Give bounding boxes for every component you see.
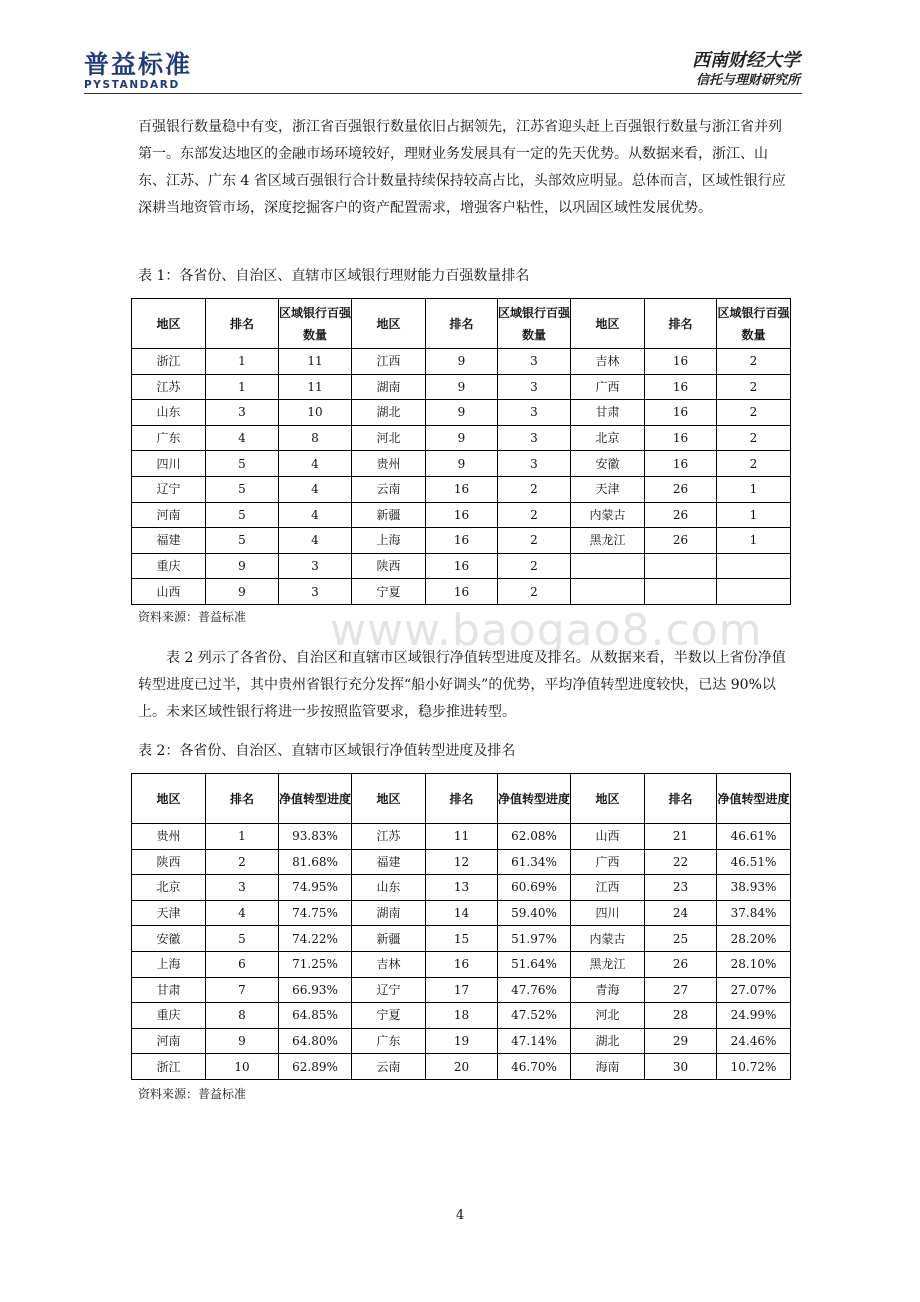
table-cell: 5 [206, 502, 279, 528]
table-cell: 46.51% [717, 849, 791, 875]
table-cell: 11 [426, 824, 498, 850]
table-header-cell: 地区 [132, 774, 206, 824]
table-header-cell: 地区 [352, 774, 426, 824]
table-header-cell: 地区 [132, 299, 206, 349]
table-cell: 62.89% [279, 1054, 352, 1080]
table-cell: 河南 [132, 502, 206, 528]
table-cell: 51.64% [498, 951, 571, 977]
table-cell: 4 [206, 425, 279, 451]
table-cell: 26 [645, 528, 717, 554]
table-cell: 47.76% [498, 977, 571, 1003]
table-cell: 6 [206, 951, 279, 977]
table-row [132, 875, 791, 901]
table-cell: 福建 [132, 528, 206, 554]
table-cell: 天津 [132, 900, 206, 926]
table-row [132, 824, 791, 850]
table-cell: 4 [279, 528, 352, 554]
table-cell: 66.93% [279, 977, 352, 1003]
table-cell: 16 [426, 579, 498, 605]
table-cell: 江西 [571, 875, 645, 901]
table-cell: 广东 [352, 1028, 426, 1054]
table-cell: 3 [279, 553, 352, 579]
table-cell: 2 [717, 451, 791, 477]
table-cell: 13 [426, 875, 498, 901]
table-row [132, 553, 791, 579]
table-cell: 3 [206, 875, 279, 901]
table-cell: 46.61% [717, 824, 791, 850]
table-cell: 8 [206, 1003, 279, 1029]
table-header-cell: 排名 [645, 774, 717, 824]
table-cell: 62.08% [498, 824, 571, 850]
table-cell: 59.40% [498, 900, 571, 926]
table-cell: 4 [279, 502, 352, 528]
table-cell: 26 [645, 502, 717, 528]
table-cell: 北京 [571, 425, 645, 451]
table-cell: 贵州 [352, 451, 426, 477]
table2-header-row [132, 774, 791, 824]
table-cell: 12 [426, 849, 498, 875]
table-cell: 山东 [132, 400, 206, 426]
table-cell: 16 [426, 553, 498, 579]
table-cell: 内蒙古 [571, 926, 645, 952]
table-cell: 61.34% [498, 849, 571, 875]
table-cell: 16 [426, 476, 498, 502]
table-cell: 24.46% [717, 1028, 791, 1054]
paragraph-1: 百强银行数量稳中有变，浙江省百强银行数量依旧占据领先，江苏省迎头赶上百强银行数量与浙江省并列第一。东部发达地区的金融市场环境较好，理财业务发展具有一定的先天优势。从数据来看，浙江、山东、江苏、广东 4 省区域百强银行合计数量持续保持较高占比，头部效应明显。总体而言，区域性银行应深耕当地资管市场，深度挖掘客户的资产配置需求，增强客户粘性，以巩固区域性发展优势。 [138, 119, 786, 216]
table-cell: 黑龙江 [571, 528, 645, 554]
table-cell [571, 553, 645, 579]
table-cell: 2 [498, 579, 571, 605]
table-cell: 47.52% [498, 1003, 571, 1029]
table-cell: 10 [279, 400, 352, 426]
table-row [132, 1054, 791, 1080]
table-cell: 1 [717, 502, 791, 528]
table-cell: 2 [206, 849, 279, 875]
table-header-cell: 排名 [426, 774, 498, 824]
table-cell: 贵州 [132, 824, 206, 850]
table-cell: 内蒙古 [571, 502, 645, 528]
table-cell: 吉林 [571, 349, 645, 375]
table-cell: 46.70% [498, 1054, 571, 1080]
table-header-cell: 地区 [571, 299, 645, 349]
table-cell: 河北 [571, 1003, 645, 1029]
table-cell: 1 [206, 824, 279, 850]
table-cell: 广西 [571, 374, 645, 400]
table-cell: 3 [206, 400, 279, 426]
table-cell: 海南 [571, 1054, 645, 1080]
table-cell: 9 [206, 579, 279, 605]
table-row [132, 926, 791, 952]
table-cell: 26 [645, 951, 717, 977]
table-cell: 47.14% [498, 1028, 571, 1054]
table-cell: 60.69% [498, 875, 571, 901]
table-cell: 广西 [571, 849, 645, 875]
table-cell: 新疆 [352, 502, 426, 528]
table-cell: 2 [717, 400, 791, 426]
table-cell: 4 [206, 900, 279, 926]
table-cell: 74.22% [279, 926, 352, 952]
table-cell: 14 [426, 900, 498, 926]
table-cell: 福建 [352, 849, 426, 875]
table-cell: 新疆 [352, 926, 426, 952]
table-cell: 25 [645, 926, 717, 952]
table-cell: 甘肃 [571, 400, 645, 426]
table-row [132, 579, 791, 605]
table-cell: 浙江 [132, 1054, 206, 1080]
table-cell: 30 [645, 1054, 717, 1080]
table-row [132, 951, 791, 977]
table-cell: 3 [498, 400, 571, 426]
table-cell: 辽宁 [352, 977, 426, 1003]
table-cell: 15 [426, 926, 498, 952]
watermark: www.baogao8.com [330, 605, 763, 656]
table-cell: 24.99% [717, 1003, 791, 1029]
table-cell: 四川 [571, 900, 645, 926]
page-number: 4 [455, 1208, 465, 1223]
table-cell: 5 [206, 528, 279, 554]
table-cell: 29 [645, 1028, 717, 1054]
table-cell: 2 [717, 374, 791, 400]
table-cell: 16 [645, 400, 717, 426]
table-cell: 9 [426, 349, 498, 375]
logo-left-cn: 普益标准 [84, 50, 193, 79]
table-cell: 74.75% [279, 900, 352, 926]
table-cell: 3 [279, 579, 352, 605]
table-cell: 山西 [571, 824, 645, 850]
table-row [132, 374, 791, 400]
logo-right-line2: 信托与理财研究所 [695, 73, 800, 88]
table-cell: 5 [206, 451, 279, 477]
table-header-cell: 排名 [426, 299, 498, 349]
table-cell: 甘肃 [132, 977, 206, 1003]
logo-right-line1: 西南财经大学 [692, 50, 800, 71]
table-cell: 湖南 [352, 374, 426, 400]
table-cell: 北京 [132, 875, 206, 901]
table-cell: 湖北 [352, 400, 426, 426]
table-header-cell: 区域银行百强数量 [279, 299, 352, 349]
table-cell: 吉林 [352, 951, 426, 977]
table1-header-row [132, 299, 791, 349]
table-row [132, 1028, 791, 1054]
table-cell: 11 [279, 349, 352, 375]
table-header-cell: 地区 [571, 774, 645, 824]
table-cell: 4 [279, 451, 352, 477]
table-cell: 9 [426, 451, 498, 477]
table-header-cell: 排名 [645, 299, 717, 349]
table-cell [645, 579, 717, 605]
table1 [131, 298, 791, 605]
table-row [132, 425, 791, 451]
table-cell: 3 [498, 451, 571, 477]
table-row [132, 400, 791, 426]
table-header-cell: 净值转型进度 [498, 774, 571, 824]
table-cell: 安徽 [571, 451, 645, 477]
table-cell: 天津 [571, 476, 645, 502]
table-cell: 3 [498, 349, 571, 375]
table-cell: 浙江 [132, 349, 206, 375]
table-cell: 上海 [352, 528, 426, 554]
table1-source: 资料来源：普益标准 [138, 610, 247, 624]
table-cell: 16 [645, 349, 717, 375]
table-cell: 9 [426, 374, 498, 400]
table-cell: 河北 [352, 425, 426, 451]
table-cell: 93.83% [279, 824, 352, 850]
swufe-logo [692, 50, 800, 90]
table-cell: 16 [426, 528, 498, 554]
table-header-cell: 区域银行百强数量 [717, 299, 791, 349]
table-cell: 1 [717, 528, 791, 554]
table-cell: 22 [645, 849, 717, 875]
table-cell: 广东 [132, 425, 206, 451]
table-cell: 云南 [352, 1054, 426, 1080]
table-header-cell: 净值转型进度 [717, 774, 791, 824]
table-cell: 陕西 [352, 553, 426, 579]
table-cell: 1 [206, 374, 279, 400]
table-cell: 27 [645, 977, 717, 1003]
table-header-cell: 净值转型进度 [279, 774, 352, 824]
table-cell: 10 [206, 1054, 279, 1080]
table-cell: 青海 [571, 977, 645, 1003]
table-cell: 18 [426, 1003, 498, 1029]
table-cell: 7 [206, 977, 279, 1003]
table-cell: 26 [645, 476, 717, 502]
table-cell: 9 [426, 400, 498, 426]
table-cell: 16 [426, 502, 498, 528]
table-header-cell: 排名 [206, 299, 279, 349]
table1-caption: 表 1：各省份、自治区、直辖市区域银行理财能力百强数量排名 [138, 268, 530, 284]
table-cell: 81.68% [279, 849, 352, 875]
table-cell: 2 [498, 553, 571, 579]
table-cell: 1 [206, 349, 279, 375]
table-cell: 9 [206, 553, 279, 579]
table-cell: 重庆 [132, 553, 206, 579]
table-cell: 28 [645, 1003, 717, 1029]
table-cell: 8 [279, 425, 352, 451]
table-cell: 64.85% [279, 1003, 352, 1029]
table2 [131, 773, 791, 1080]
table-cell: 江苏 [132, 374, 206, 400]
table-cell: 16 [645, 425, 717, 451]
table-cell [571, 579, 645, 605]
table-cell: 黑龙江 [571, 951, 645, 977]
paragraph-2: 表 2 列示了各省份、自治区和直辖市区域银行净值转型进度及排名。从数据来看，半数以上省份净值转型进度已过半，其中贵州省银行充分发挥“船小好调头”的优势，平均净值转型进度较快，已达 90%以上。未来区域性银行将进一步按照监管要求，稳步推进转型。 [138, 650, 786, 720]
table-cell: 10.72% [717, 1054, 791, 1080]
table-cell: 重庆 [132, 1003, 206, 1029]
table-cell: 江西 [352, 349, 426, 375]
table-cell [717, 579, 791, 605]
table-cell: 江苏 [352, 824, 426, 850]
table-cell: 24 [645, 900, 717, 926]
table2-caption: 表 2：各省份、自治区、直辖市区域银行净值转型进度及排名 [138, 743, 516, 759]
table-cell: 安徽 [132, 926, 206, 952]
table-cell [645, 553, 717, 579]
table-cell: 37.84% [717, 900, 791, 926]
table-cell: 17 [426, 977, 498, 1003]
table-row [132, 849, 791, 875]
table-row [132, 451, 791, 477]
table-row [132, 977, 791, 1003]
table-cell: 山西 [132, 579, 206, 605]
table-cell: 11 [279, 374, 352, 400]
table-cell: 71.25% [279, 951, 352, 977]
table-cell: 9 [206, 1028, 279, 1054]
pystandard-logo [84, 52, 192, 92]
table-cell: 1 [717, 476, 791, 502]
table-cell: 河南 [132, 1028, 206, 1054]
table-cell: 16 [426, 951, 498, 977]
table-cell: 2 [498, 528, 571, 554]
table-cell: 19 [426, 1028, 498, 1054]
table-cell [717, 553, 791, 579]
table-cell: 宁夏 [352, 579, 426, 605]
table-cell: 28.10% [717, 951, 791, 977]
table2-source: 资料来源：普益标准 [138, 1087, 247, 1101]
table-cell: 4 [279, 476, 352, 502]
logo-left-en: PYSTANDARD [84, 79, 180, 91]
table-row [132, 349, 791, 375]
table-cell: 四川 [132, 451, 206, 477]
table-cell: 5 [206, 476, 279, 502]
table-cell: 9 [426, 425, 498, 451]
table-cell: 3 [498, 374, 571, 400]
table-cell: 湖北 [571, 1028, 645, 1054]
table-cell: 山东 [352, 875, 426, 901]
table-row [132, 528, 791, 554]
table-cell: 5 [206, 926, 279, 952]
table-header-cell: 区域银行百强数量 [498, 299, 571, 349]
table-cell: 16 [645, 374, 717, 400]
table-cell: 湖南 [352, 900, 426, 926]
table-cell: 38.93% [717, 875, 791, 901]
table-cell: 2 [498, 476, 571, 502]
table-cell: 23 [645, 875, 717, 901]
table-cell: 64.80% [279, 1028, 352, 1054]
table-cell: 3 [498, 425, 571, 451]
table-cell: 2 [717, 425, 791, 451]
table-cell: 21 [645, 824, 717, 850]
table-cell: 28.20% [717, 926, 791, 952]
table-cell: 74.95% [279, 875, 352, 901]
table-cell: 宁夏 [352, 1003, 426, 1029]
table-row [132, 900, 791, 926]
table-header-cell: 地区 [352, 299, 426, 349]
table-header-cell: 排名 [206, 774, 279, 824]
table-cell: 陕西 [132, 849, 206, 875]
table-cell: 辽宁 [132, 476, 206, 502]
table-row [132, 1003, 791, 1029]
table-row [132, 476, 791, 502]
table-cell: 27.07% [717, 977, 791, 1003]
table-cell: 20 [426, 1054, 498, 1080]
table-cell: 云南 [352, 476, 426, 502]
table-cell: 2 [717, 349, 791, 375]
header-divider [84, 93, 802, 94]
table-cell: 51.97% [498, 926, 571, 952]
table-row [132, 502, 791, 528]
table-cell: 上海 [132, 951, 206, 977]
table-cell: 16 [645, 451, 717, 477]
table-cell: 2 [498, 502, 571, 528]
